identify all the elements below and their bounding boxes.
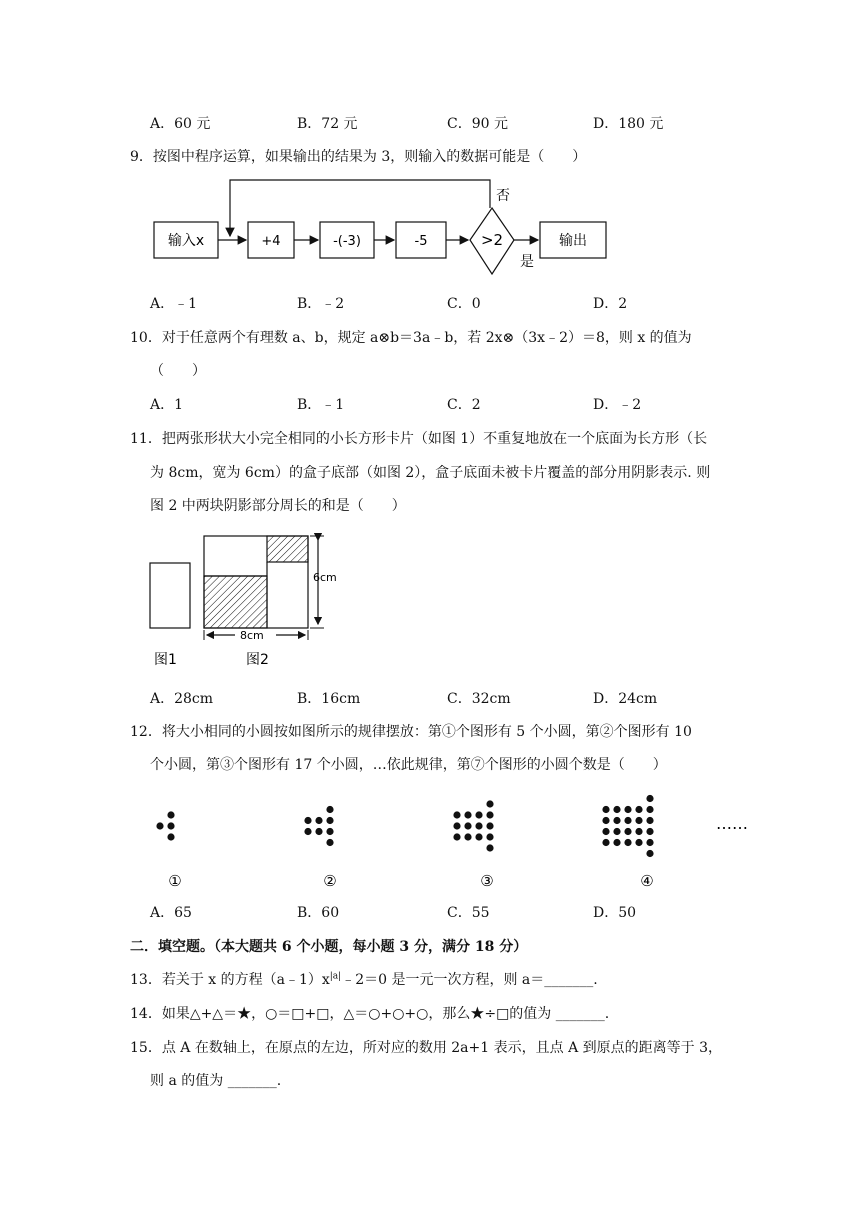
q12-dot: [613, 817, 620, 824]
q12-dot: [453, 822, 460, 829]
q12-dot: [646, 828, 653, 835]
q12-dot: [304, 817, 311, 824]
q11-figures: [140, 528, 350, 673]
q12-dot: [304, 828, 311, 835]
q8-option-a: A．60 元: [150, 116, 211, 132]
q13: [130, 969, 598, 989]
q12-option-b: B．60: [297, 905, 340, 921]
q12-dot: [486, 800, 493, 807]
q12-dot: [167, 822, 174, 829]
q12-stem-2: 个小圆，第③个图形有 17 个小圆，…依此规律，第⑦个图形的小圆个数是（ ）: [150, 757, 667, 773]
q12-label-4: ④: [640, 872, 654, 890]
q12-dot-patterns: [140, 780, 760, 895]
q12-dot: [464, 811, 471, 818]
q12-dot: [167, 833, 174, 840]
q9-output-label: 输出: [559, 233, 587, 249]
q10-stem: 10．对于任意两个有理数 a、b，规定 a⊗b＝3a﹣b，若 2x⊗（3x﹣2）＝8，则 x 的值为: [130, 330, 692, 346]
q10-option-d: D．﹣2: [593, 397, 642, 413]
q12-dot: [646, 839, 653, 846]
q12-dot: [602, 806, 609, 813]
q11-height-label: 6cm: [313, 571, 337, 584]
section-2-title: 二．填空题。（本大题共 6 个小题，每小题 3 分，满分 18 分）: [130, 939, 528, 955]
q12-dot: [326, 806, 333, 813]
q12-dot: [315, 817, 322, 824]
q12-dot: [635, 806, 642, 813]
q12-dot: [475, 833, 482, 840]
q9-option-c: C．0: [447, 296, 481, 312]
q12-dot: [315, 828, 322, 835]
q11-option-d: D．24cm: [593, 691, 658, 707]
q13-post: ﹣2＝0 是一元一次方程，则 a＝_______.: [341, 972, 598, 988]
q11-shaded-bottom-left: [204, 576, 267, 628]
q12-dot: [475, 822, 482, 829]
q12-dot: [464, 822, 471, 829]
q9-input-label: 输入x: [167, 233, 205, 249]
q11-stem-2: 为 8cm，宽为 6cm）的盒子底部（如图 2），盒子底面未被卡片覆盖的部分用阴影表示. 则: [150, 465, 711, 481]
q13-pre: 13．若关于 x 的方程（a﹣1）x: [130, 972, 330, 988]
q12-option-d: D．50: [593, 905, 637, 921]
q12-dot: [613, 839, 620, 846]
q8-option-d: D．180 元: [593, 116, 664, 132]
q9-step3-label: -5: [414, 234, 428, 249]
q9-decision-label: >2: [480, 231, 504, 249]
q12-dot: [486, 833, 493, 840]
q12-dot: [167, 811, 174, 818]
q8-option-c: C．90 元: [447, 116, 508, 132]
q12-dots: [156, 795, 653, 857]
q11-shaded-top-right: [267, 536, 308, 562]
q12-dot: [624, 806, 631, 813]
q12-stem-1: 12．将大小相同的小圆按如图所示的规律摆放：第①个图形有 5 个小圆，第②个图形有 10: [130, 724, 692, 740]
q10-option-a: A．1: [150, 397, 184, 413]
q9-no-label: 否: [496, 188, 510, 204]
q11-card-figure1: [150, 563, 190, 628]
q10-option-b: B．﹣1: [297, 397, 345, 413]
q12-dot: [635, 839, 642, 846]
q12-ellipsis: ……: [716, 814, 748, 833]
q12-option-a: A．65: [150, 905, 192, 921]
q11-option-c: C．32cm: [447, 691, 511, 707]
q13-exponent: |a|: [329, 971, 342, 982]
q12-dot: [646, 850, 653, 857]
q12-dot: [646, 806, 653, 813]
q9-flowchart: [140, 172, 620, 282]
q12-dot: [326, 817, 333, 824]
q8-option-b: B．72 元: [297, 116, 358, 132]
q11-option-b: B．16cm: [297, 691, 361, 707]
q12-dot: [646, 795, 653, 802]
q9-option-b: B．﹣2: [297, 296, 345, 312]
q12-dot: [635, 828, 642, 835]
q9-step2-label: -(-3): [333, 234, 361, 249]
q12-dot: [624, 839, 631, 846]
q14: 14．如果△+△＝★，○＝□+□，△＝○+○+○，那么★÷□的值为 _______.: [130, 1006, 610, 1022]
q12-dot: [486, 844, 493, 851]
q11-fig1-caption: 图1: [154, 652, 177, 668]
q12-label-3: ③: [480, 872, 494, 890]
q12-label-1: ①: [168, 872, 182, 890]
q11-width-label: 8cm: [240, 629, 264, 642]
q9-stem: 9．按图中程序运算，如果输出的结果为 3，则输入的数据可能是（ ）: [130, 149, 587, 165]
q10-stem-paren: （ ）: [150, 363, 206, 379]
q12-dot: [464, 833, 471, 840]
q15-stem-1: 15．点 A 在数轴上，在原点的左边，所对应的数用 2a+1 表示，且点 A 到原点的距离等于 3，: [130, 1040, 722, 1056]
q12-dot: [624, 817, 631, 824]
q12-option-c: C．55: [447, 905, 490, 921]
q12-dot: [602, 817, 609, 824]
q12-dot: [613, 828, 620, 835]
q12-dot: [326, 839, 333, 846]
q12-dot: [486, 822, 493, 829]
q12-dot: [613, 806, 620, 813]
q11-fig2-caption: 图2: [246, 652, 269, 668]
q12-dot: [646, 817, 653, 824]
q15-stem-2: 则 a 的值为 _______.: [150, 1073, 282, 1089]
q9-yes-label: 是: [520, 254, 534, 270]
q12-dot: [156, 822, 163, 829]
q11-stem-3: 图 2 中两块阴影部分周长的和是（ ）: [150, 498, 406, 514]
q12-dot: [624, 828, 631, 835]
q9-option-a: A．﹣1: [150, 296, 198, 312]
q9-option-d: D．2: [593, 296, 628, 312]
q11-option-a: A．28cm: [150, 691, 214, 707]
q12-dot: [635, 817, 642, 824]
q11-stem-1: 11．把两张形状大小完全相同的小长方形卡片（如图 1）不重复地放在一个底面为长方形（长: [130, 431, 708, 447]
q12-dot: [453, 811, 460, 818]
q12-dot: [326, 828, 333, 835]
q12-dot: [475, 811, 482, 818]
q12-dot: [602, 828, 609, 835]
q12-label-2: ②: [323, 872, 337, 890]
q10-option-c: C．2: [447, 397, 481, 413]
q12-dot: [602, 839, 609, 846]
q12-dot: [453, 833, 460, 840]
q9-step1-label: +4: [261, 234, 281, 249]
q12-dot: [486, 811, 493, 818]
